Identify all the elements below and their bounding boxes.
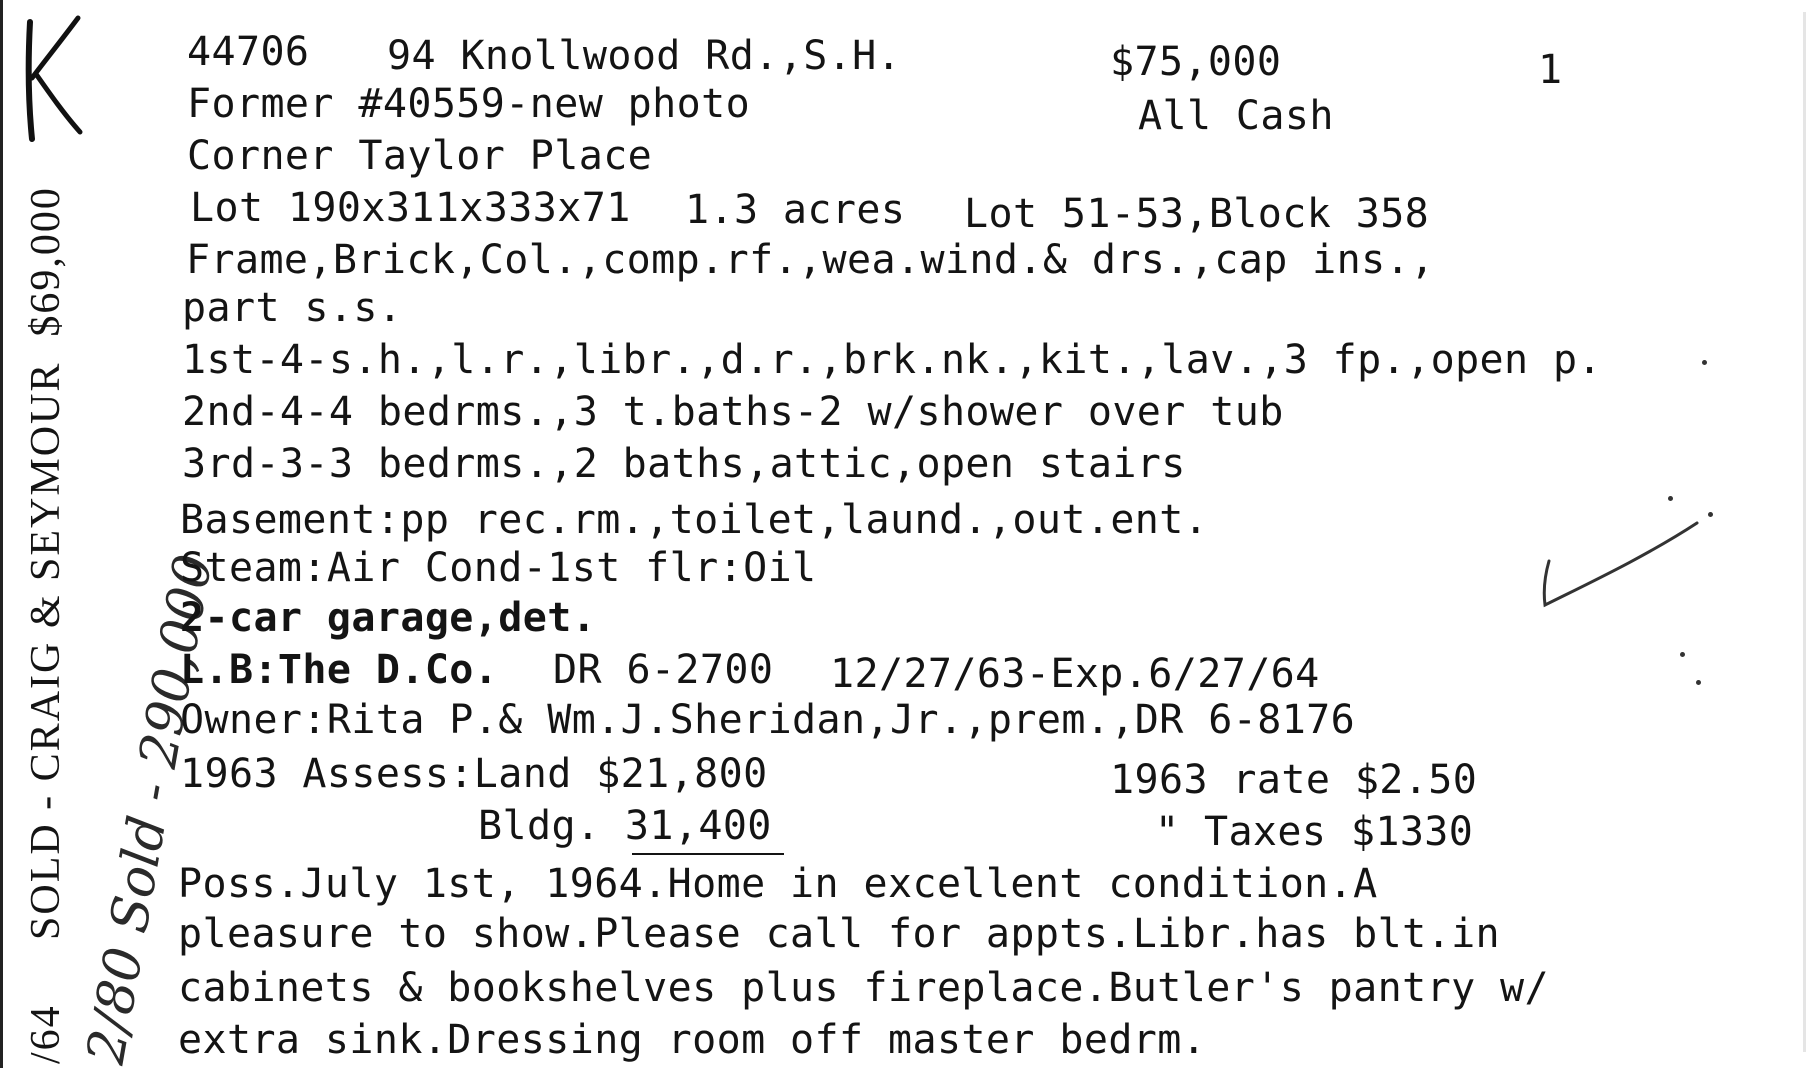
construction-line-1: Frame,Brick,Col.,comp.rf.,wea.wind.& drs.,cap ins., xyxy=(186,237,1435,283)
garage-details: 2-car garage,det. xyxy=(180,595,597,641)
listing-broker: L.B:The D.Co. xyxy=(180,647,499,693)
building-underline xyxy=(632,853,784,855)
payment-terms: All Cash xyxy=(1138,93,1334,139)
construction-line-2: part s.s. xyxy=(182,285,403,331)
third-floor-rooms: 3rd-3-3 bedrms.,2 baths,attic,open stairs xyxy=(182,441,1186,487)
basement-details: Basement:pp rec.rm.,toilet,laund.,out.ent. xyxy=(180,497,1209,543)
assessment-land: 1963 Assess:Land $21,800 xyxy=(180,751,768,797)
heating-details: Steam:Air Cond-1st flr:Oil xyxy=(180,545,817,591)
stray-mark xyxy=(1696,680,1701,685)
first-floor-rooms: 1st-4-s.h.,l.r.,libr.,d.r.,brk.nk.,kit.,lav.,3 fp.,open p. xyxy=(182,337,1602,383)
lot-block: Lot 51-53,Block 358 xyxy=(964,191,1430,237)
owner-details: Owner:Rita P.& Wm.J.Sheridan,Jr.,prem.,DR 6-8176 xyxy=(180,697,1356,743)
handwritten-sold-note: 2/80 Sold - 290,000 xyxy=(76,550,225,1068)
checkmark-icon xyxy=(1535,505,1735,615)
second-floor-rooms: 2nd-4-4 bedrms.,3 t.baths-2 w/shower over tub xyxy=(182,389,1284,435)
stray-mark xyxy=(1708,512,1713,517)
assessment-building: Bldg. 31,400 xyxy=(478,803,772,849)
lot-dimensions: Lot 190x311x333x71 xyxy=(190,185,631,231)
remarks-line-3: cabinets & bookshelves plus fireplace.Butler's pantry w/ xyxy=(178,965,1549,1011)
file-letter-k xyxy=(16,14,86,144)
former-listing: Former #40559-new photo xyxy=(187,81,751,127)
card-number: 1 xyxy=(1538,47,1563,93)
broker-phone: DR 6-2700 xyxy=(553,647,774,693)
stray-mark xyxy=(1702,360,1707,365)
stray-mark xyxy=(1668,496,1673,501)
sold-date-fragment: /64 xyxy=(23,1004,69,1064)
sold-stamp: SOLD - CRAIG & SEYMOUR $69,000 xyxy=(23,186,69,940)
stray-mark xyxy=(1680,652,1685,657)
corner-location: Corner Taylor Place xyxy=(187,133,653,179)
tax-rate: 1963 rate $2.50 xyxy=(1110,757,1478,803)
card-left-edge xyxy=(0,0,3,1068)
remarks-line-4: extra sink.Dressing room off master bedrm. xyxy=(178,1017,1207,1063)
asking-price: $75,000 xyxy=(1110,39,1282,85)
annual-taxes: " Taxes $1330 xyxy=(1155,809,1474,855)
listing-number: 44706 xyxy=(187,29,310,75)
property-address: 94 Knollwood Rd.,S.H. xyxy=(387,33,902,79)
lot-acreage: 1.3 acres xyxy=(685,187,906,233)
remarks-line-1: Poss.July 1st, 1964.Home in excellent condition.A xyxy=(178,861,1378,907)
remarks-line-2: pleasure to show.Please call for appts.Libr.has blt.in xyxy=(178,911,1501,957)
listing-dates: 12/27/63-Exp.6/27/64 xyxy=(830,651,1320,697)
